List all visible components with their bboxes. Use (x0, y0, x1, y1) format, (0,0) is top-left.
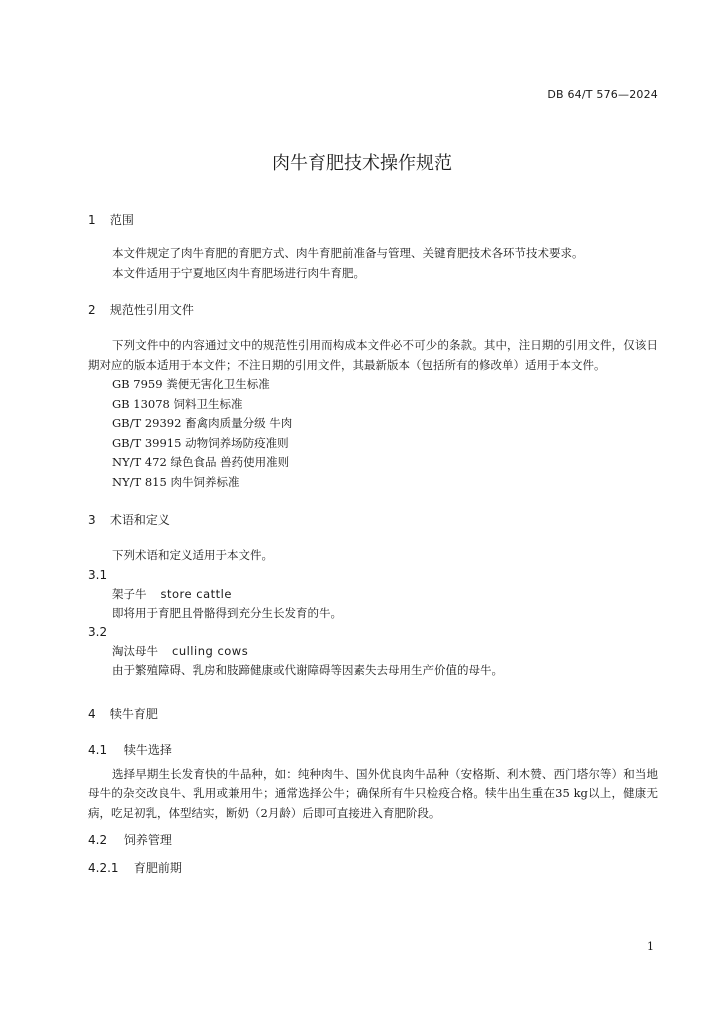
reference-item: NY/T 815 肉牛饲养标准 (112, 474, 240, 489)
reference-item: GB 7959 粪便无害化卫生标准 (112, 377, 270, 391)
subsection-heading-4-2 (88, 830, 658, 850)
term-name-zh: 淘汰母牛 (112, 643, 158, 658)
paragraph: 下列术语和定义适用于本文件。 (112, 548, 273, 562)
document-title: 肉牛育肥技术操作规范 (272, 153, 452, 174)
reference-item: GB/T 39915 动物饲养场防疫准则 (112, 435, 289, 450)
term-definition: 由于繁殖障碍、乳房和肢蹄健康或代谢障碍等因素失去母用生产价值的母牛。 (112, 662, 503, 677)
term-name (112, 642, 658, 661)
subsection-title: 育肥前期 (133, 861, 182, 875)
document-body (88, 210, 658, 878)
subsection-number: 4.2.1 (88, 861, 119, 875)
section-heading-1 (88, 210, 658, 230)
subsection-heading-4-2-1 (88, 858, 658, 878)
subsection-number: 4.1 (88, 742, 108, 757)
paragraph: 本文件规定了肉牛育肥的育肥方式、肉牛育肥前准备与管理、关键育肥技术各环节技术要求。 (112, 246, 584, 260)
subsection-heading-4-1 (88, 740, 658, 760)
reference-item: NY/T 472 绿色食品 兽药使用准则 (112, 455, 290, 469)
term-definition: 即将用于育肥且骨骼得到充分生长发育的牛。 (112, 605, 342, 620)
subsection-title: 犊牛选择 (123, 742, 172, 757)
section-heading-2 (88, 300, 658, 320)
section-title: 规范性引用文件 (109, 303, 194, 317)
section-title: 范围 (109, 213, 134, 227)
section-number: 1 (88, 213, 96, 227)
subsection-title: 饲养管理 (123, 833, 172, 847)
term-name-zh: 架子牛 (112, 586, 147, 601)
paragraph: 本文件适用于宁夏地区肉牛育肥场进行肉牛育肥。 (112, 265, 365, 280)
paragraph: 下列文件中的内容通过文中的规范性引用而构成本文件必不可少的条款。其中，注日期的引用文件，仅该日期对应的版本适用于本文件；不注日期的引用文件，其最新版本（包括所有的修改单）适用于本文件。 (88, 338, 658, 372)
section-heading-4 (88, 704, 658, 724)
reference-item: GB/T 29392 畜禽肉质量分级 牛肉 (112, 416, 293, 430)
section-heading-3 (88, 510, 658, 530)
section-number: 3 (88, 513, 96, 527)
section-number: 4 (88, 706, 96, 721)
term-name-en: store cattle (160, 586, 232, 601)
term-name (112, 585, 658, 604)
paragraph: 选择早期生长发育快的牛品种，如：纯种肉牛、国外优良肉牛品种（安格斯、利木赞、西门塔尔等）和当地母牛的杂交改良牛、乳用或兼用牛；通常选择公牛；确保所有牛只检疫合格。犊牛出生重在35 kg以上，健康无病，吃足初乳，体型结实，断奶（2月龄）后即可直接进入育肥阶段。 (88, 766, 658, 820)
section-title: 犊牛育肥 (109, 706, 158, 721)
section-number: 2 (88, 303, 96, 317)
term-number: 3.1 (88, 567, 108, 582)
term-number: 3.2 (88, 624, 108, 639)
standard-number: DB 64/T 576—2024 (547, 88, 658, 101)
reference-item: GB 13078 饲料卫生标准 (112, 396, 243, 411)
page-number: 1 (647, 940, 654, 953)
term-name-en: culling cows (172, 643, 249, 658)
section-title: 术语和定义 (109, 513, 170, 527)
subsection-number: 4.2 (88, 833, 108, 847)
